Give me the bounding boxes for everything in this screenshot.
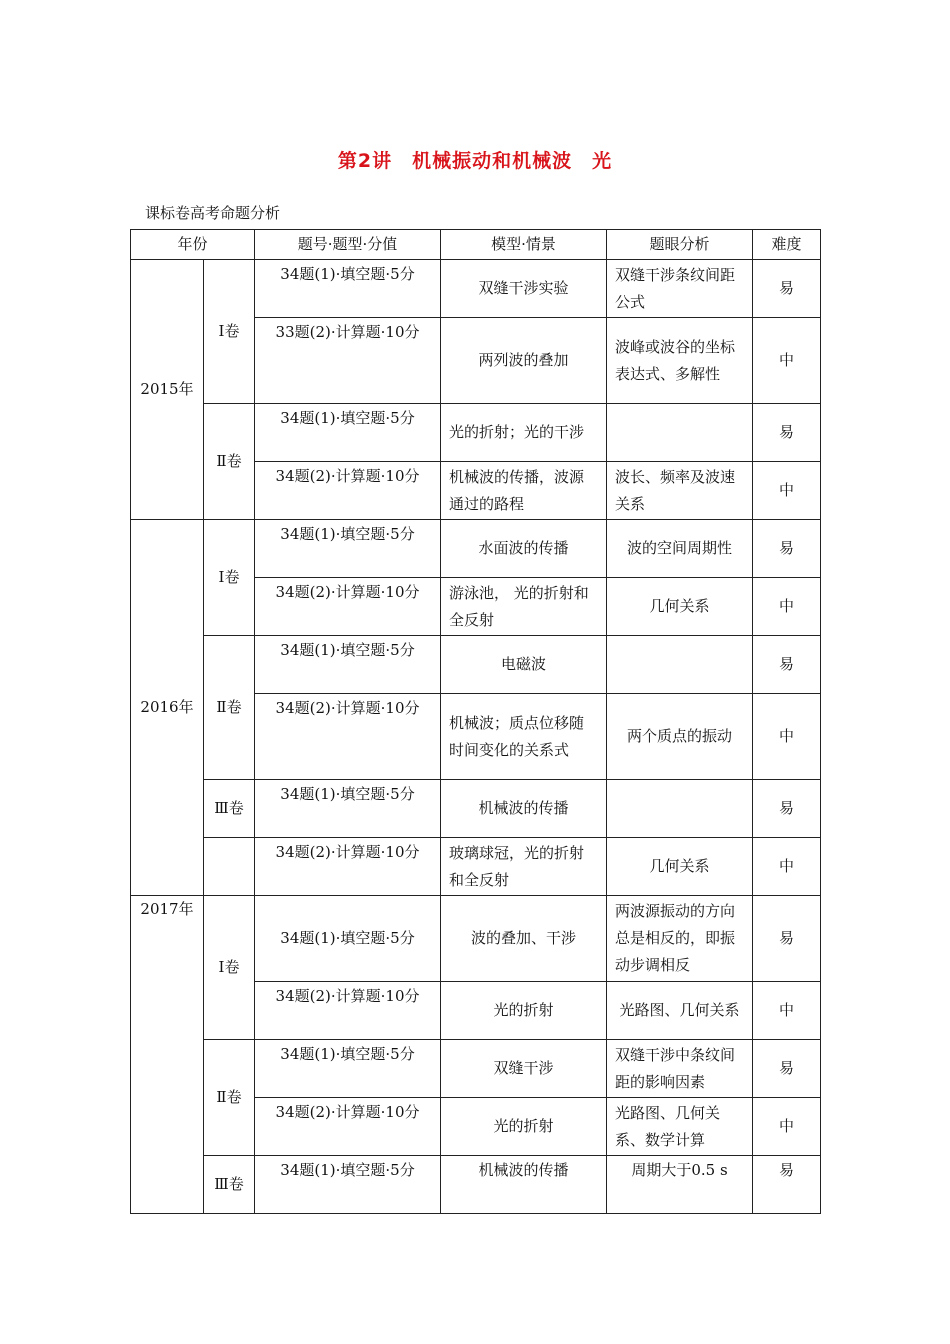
volume-cell: Ⅲ卷 xyxy=(204,780,255,838)
analysis-cell: 波长、频率及波速关系 xyxy=(607,462,753,520)
question-cell: 34题(2)·计算题·10分 xyxy=(255,578,441,636)
analysis-cell: 几何关系 xyxy=(607,838,753,896)
model-cell: 光的折射 xyxy=(441,1098,607,1156)
question-cell: 33题(2)·计算题·10分 xyxy=(255,318,441,404)
header-analysis: 题眼分析 xyxy=(607,230,753,260)
volume-cell: Ⅲ卷 xyxy=(204,1156,255,1214)
question-cell: 34题(1)·填空题·5分 xyxy=(255,1040,441,1098)
analysis-cell xyxy=(607,780,753,838)
model-cell: 波的叠加、干涉 xyxy=(441,896,607,982)
difficulty-cell: 易 xyxy=(753,404,821,462)
volume-cell: Ⅱ卷 xyxy=(204,404,255,520)
table-row xyxy=(131,838,821,896)
table-row xyxy=(131,520,821,578)
question-cell: 34题(1)·填空题·5分 xyxy=(255,404,441,462)
difficulty-cell: 易 xyxy=(753,260,821,318)
question-cell: 34题(1)·填空题·5分 xyxy=(255,260,441,318)
analysis-cell: 双缝干涉中条纹间距的影响因素 xyxy=(607,1040,753,1098)
difficulty-cell: 易 xyxy=(753,780,821,838)
model-cell: 光的折射；光的干涉 xyxy=(441,404,607,462)
analysis-cell: 光路图、几何关系、数学计算 xyxy=(607,1098,753,1156)
table-row xyxy=(131,1040,821,1098)
question-cell: 34题(1)·填空题·5分 xyxy=(255,636,441,694)
model-cell: 机械波的传播 xyxy=(441,780,607,838)
header-difficulty: 难度 xyxy=(753,230,821,260)
volume-cell: Ⅱ卷 xyxy=(204,636,255,780)
difficulty-cell: 中 xyxy=(753,462,821,520)
analysis-cell: 周期大于0.5 s xyxy=(607,1156,753,1214)
analysis-cell: 波峰或波谷的坐标表达式、多解性 xyxy=(607,318,753,404)
page-title: 第2讲 机械振动和机械波 光 xyxy=(337,150,613,172)
model-cell: 光的折射 xyxy=(441,982,607,1040)
question-cell: 34题(2)·计算题·10分 xyxy=(255,1098,441,1156)
difficulty-cell: 中 xyxy=(753,982,821,1040)
volume-cell-empty xyxy=(204,838,255,896)
table-row xyxy=(131,404,821,462)
header-model: 模型·情景 xyxy=(441,230,607,260)
exam-analysis-table xyxy=(130,229,821,1214)
difficulty-cell: 中 xyxy=(753,694,821,780)
volume-cell: Ⅰ卷 xyxy=(204,260,255,404)
table-row xyxy=(131,636,821,694)
analysis-cell: 双缝干涉条纹间距公式 xyxy=(607,260,753,318)
table-row xyxy=(131,260,821,318)
model-cell: 机械波；质点位移随时间变化的关系式 xyxy=(441,694,607,780)
model-cell: 两列波的叠加 xyxy=(441,318,607,404)
table-header-row xyxy=(131,230,821,260)
question-cell: 34题(2)·计算题·10分 xyxy=(255,694,441,780)
difficulty-cell: 中 xyxy=(753,578,821,636)
analysis-cell: 波的空间周期性 xyxy=(607,520,753,578)
analysis-cell: 几何关系 xyxy=(607,578,753,636)
question-cell: 34题(2)·计算题·10分 xyxy=(255,838,441,896)
year-cell: 2017年 xyxy=(131,896,204,1214)
model-cell: 双缝干涉实验 xyxy=(441,260,607,318)
analysis-cell: 光路图、几何关系 xyxy=(607,982,753,1040)
table-row xyxy=(131,896,821,982)
table-row xyxy=(131,780,821,838)
model-cell: 游泳池， 光的折射和全反射 xyxy=(441,578,607,636)
question-cell: 34题(1)·填空题·5分 xyxy=(255,780,441,838)
header-year: 年份 xyxy=(131,230,255,260)
model-cell: 机械波的传播，波源通过的路程 xyxy=(441,462,607,520)
year-cell: 2015年 xyxy=(131,260,204,520)
model-cell: 双缝干涉 xyxy=(441,1040,607,1098)
model-cell: 玻璃球冠，光的折射和全反射 xyxy=(441,838,607,896)
difficulty-cell: 易 xyxy=(753,636,821,694)
difficulty-cell: 中 xyxy=(753,1098,821,1156)
difficulty-cell: 易 xyxy=(753,896,821,982)
model-cell: 机械波的传播 xyxy=(441,1156,607,1214)
question-cell: 34题(2)·计算题·10分 xyxy=(255,982,441,1040)
analysis-cell: 两个质点的振动 xyxy=(607,694,753,780)
question-cell: 34题(1)·填空题·5分 xyxy=(255,896,441,982)
difficulty-cell: 易 xyxy=(753,520,821,578)
analysis-cell: 两波源振动的方向总是相反的，即振动步调相反 xyxy=(607,896,753,982)
volume-cell: Ⅱ卷 xyxy=(204,1040,255,1156)
year-cell: 2016年 xyxy=(131,520,204,896)
question-cell: 34题(1)·填空题·5分 xyxy=(255,520,441,578)
header-question: 题号·题型·分值 xyxy=(255,230,441,260)
volume-cell: Ⅰ卷 xyxy=(204,520,255,636)
model-cell: 水面波的传播 xyxy=(441,520,607,578)
section-subtitle: 课标卷高考命题分析 xyxy=(145,204,281,222)
question-cell: 34题(2)·计算题·10分 xyxy=(255,462,441,520)
difficulty-cell: 中 xyxy=(753,838,821,896)
question-cell: 34题(1)·填空题·5分 xyxy=(255,1156,441,1214)
analysis-cell xyxy=(607,636,753,694)
difficulty-cell: 中 xyxy=(753,318,821,404)
volume-cell: Ⅰ卷 xyxy=(204,896,255,1040)
difficulty-cell: 易 xyxy=(753,1040,821,1098)
table-row xyxy=(131,1156,821,1214)
model-cell: 电磁波 xyxy=(441,636,607,694)
difficulty-cell: 易 xyxy=(753,1156,821,1214)
analysis-cell xyxy=(607,404,753,462)
